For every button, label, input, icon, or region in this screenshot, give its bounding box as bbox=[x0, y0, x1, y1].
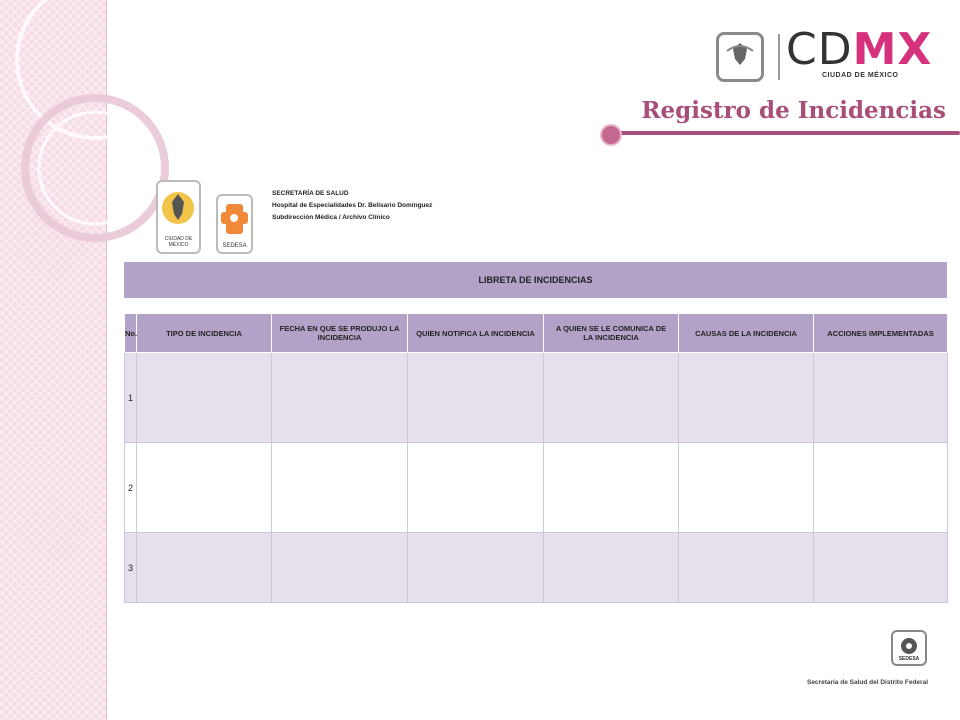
cell-acciones[interactable] bbox=[814, 533, 948, 603]
row-number: 2 bbox=[125, 443, 137, 533]
col-header-a-quien: A QUIEN SE LE COMUNICA DE LA INCIDENCIA bbox=[544, 314, 679, 353]
col-header-quien-notifica: QUIEN NOTIFICA LA INCIDENCIA bbox=[408, 314, 544, 353]
col-header-tipo: TIPO DE INCIDENCIA bbox=[137, 314, 272, 353]
brand-subtitle: CIUDAD DE MÉXICO bbox=[822, 72, 899, 79]
sedesa-logo-icon: SEDESA bbox=[216, 194, 253, 254]
col-header-causas: CAUSAS DE LA INCIDENCIA bbox=[679, 314, 814, 353]
cell-a-quien[interactable] bbox=[544, 443, 679, 533]
cell-causas[interactable] bbox=[679, 533, 814, 603]
cdmx-brand bbox=[716, 24, 936, 86]
cdmx-logo-icon: CIUDAD DE MÉXICO bbox=[156, 180, 201, 254]
table-title-band: LIBRETA DE INCIDENCIAS bbox=[124, 262, 947, 298]
institution-header bbox=[272, 188, 432, 224]
cell-causas[interactable] bbox=[679, 443, 814, 533]
cell-quien-notifica[interactable] bbox=[408, 353, 544, 443]
incidents-table bbox=[124, 313, 948, 603]
cell-a-quien[interactable] bbox=[544, 533, 679, 603]
table-row bbox=[125, 533, 948, 603]
cell-fecha[interactable] bbox=[272, 443, 408, 533]
header-line: Subdirección Médica / Archivo Clínico bbox=[272, 214, 390, 221]
header-line: SECRETARÍA DE SALUD bbox=[272, 190, 349, 197]
cell-fecha[interactable] bbox=[272, 353, 408, 443]
header-line: Hospital de Especialidades Dr. Belisario Domínguez bbox=[272, 202, 433, 209]
row-number: 1 bbox=[125, 353, 137, 443]
cell-fecha[interactable] bbox=[272, 533, 408, 603]
coat-of-arms-icon bbox=[716, 32, 764, 82]
incident-log-document bbox=[124, 176, 947, 602]
col-header-no: No. bbox=[125, 314, 137, 353]
cell-tipo[interactable] bbox=[137, 443, 272, 533]
col-header-fecha: FECHA EN QUE SE PRODUJO LA INCIDENCIA bbox=[272, 314, 408, 353]
cell-tipo[interactable] bbox=[137, 533, 272, 603]
brand-separator bbox=[778, 34, 780, 80]
cell-causas[interactable] bbox=[679, 353, 814, 443]
cell-tipo[interactable] bbox=[137, 353, 272, 443]
cell-quien-notifica[interactable] bbox=[408, 443, 544, 533]
table-row bbox=[125, 353, 948, 443]
cell-acciones[interactable] bbox=[814, 353, 948, 443]
table-header-row bbox=[125, 314, 948, 353]
table-row bbox=[125, 443, 948, 533]
cell-quien-notifica[interactable] bbox=[408, 533, 544, 603]
row-number: 3 bbox=[125, 533, 137, 603]
brand-wordmark: CDMX bbox=[786, 24, 933, 75]
cell-acciones[interactable] bbox=[814, 443, 948, 533]
title-bullet-dot bbox=[600, 124, 622, 146]
page-title: Registro de Incidencias bbox=[641, 97, 946, 124]
cell-a-quien[interactable] bbox=[544, 353, 679, 443]
footer-text: Secretaría de Salud del Distrito Federal bbox=[806, 679, 928, 686]
title-underline bbox=[611, 131, 960, 135]
sedesa-footer-logo-icon: SEDESA bbox=[891, 630, 927, 666]
col-header-acciones: ACCIONES IMPLEMENTADAS bbox=[814, 314, 948, 353]
